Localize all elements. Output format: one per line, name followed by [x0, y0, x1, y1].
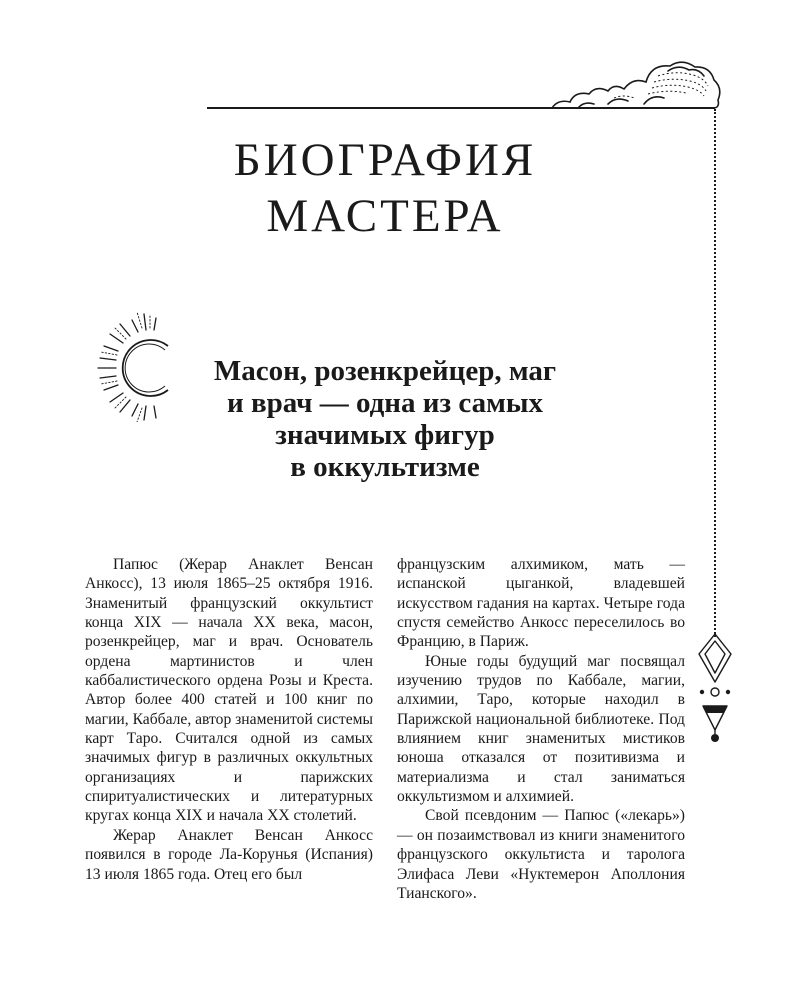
title-line: БИОГРАФИЯ — [233, 134, 537, 186]
title-line: МАСТЕРА — [266, 190, 504, 242]
page-title — [150, 132, 620, 244]
section-subtitle — [170, 355, 600, 483]
cloud-icon — [548, 58, 723, 114]
subtitle-line: значимых фигур — [275, 419, 495, 451]
subtitle-line: Масон, розенкрейцер, маг — [213, 355, 557, 387]
body-column-right — [397, 555, 685, 903]
body-column-left — [85, 555, 373, 884]
body-paragraph: Жерар Анаклет Венсан Анкосс появился в городе Ла-Корунья (Испания) 13 июля 1865 года. Отец его был — [85, 826, 373, 883]
subtitle-line: и врач — одна из самых — [227, 387, 543, 419]
body-paragraph-continuation: французским алхимиком, мать — испанской цыганкой, владевшей искусством гадания на картах. Четыре года спустя семейство Анкосс переселилось во Францию, в Париж. — [397, 556, 685, 651]
crystal-pendant-icon — [695, 632, 735, 744]
body-paragraph: Свой псевдоним — Папюс («лекарь») — он позаимствовал из книги знаменитого французского оккультиста и таролога Элифаса Леви «Нуктемерон Аполлония Тианского». — [397, 807, 685, 902]
subtitle-line: в оккультизме — [290, 451, 480, 483]
body-paragraph: Юные годы будущий маг посвящал изучению трудов по Каббале, магии, алхимии, Таро, которые находил в Парижской национальной библиотеке. Под влиянием книг знаменитых мистиков юноша отказался от позитивизма и материализма и стал заниматься оккультизмом и алхимией. — [397, 652, 685, 806]
dotted-vertical-line — [714, 109, 716, 637]
body-paragraph: Папюс (Жерар Анаклет Венсан Анкосс), 13 июля 1865–25 октября 1916. Знаменитый французский оккультист конца XIX — начала XX века, масон, розенкрейцер, маг и врач. Основатель ордена мартинистов и член каббалистического ордена Розы и Креста. Автор более 400 статей и 100 книг по магии, Каббале, автор знаменитой системы карт Таро. Считался одной из самых значимых фигур в различных оккультных организациях и парижских спиритуалистических и литературных кругах конца XIX и начала XX столетий. — [85, 556, 373, 825]
